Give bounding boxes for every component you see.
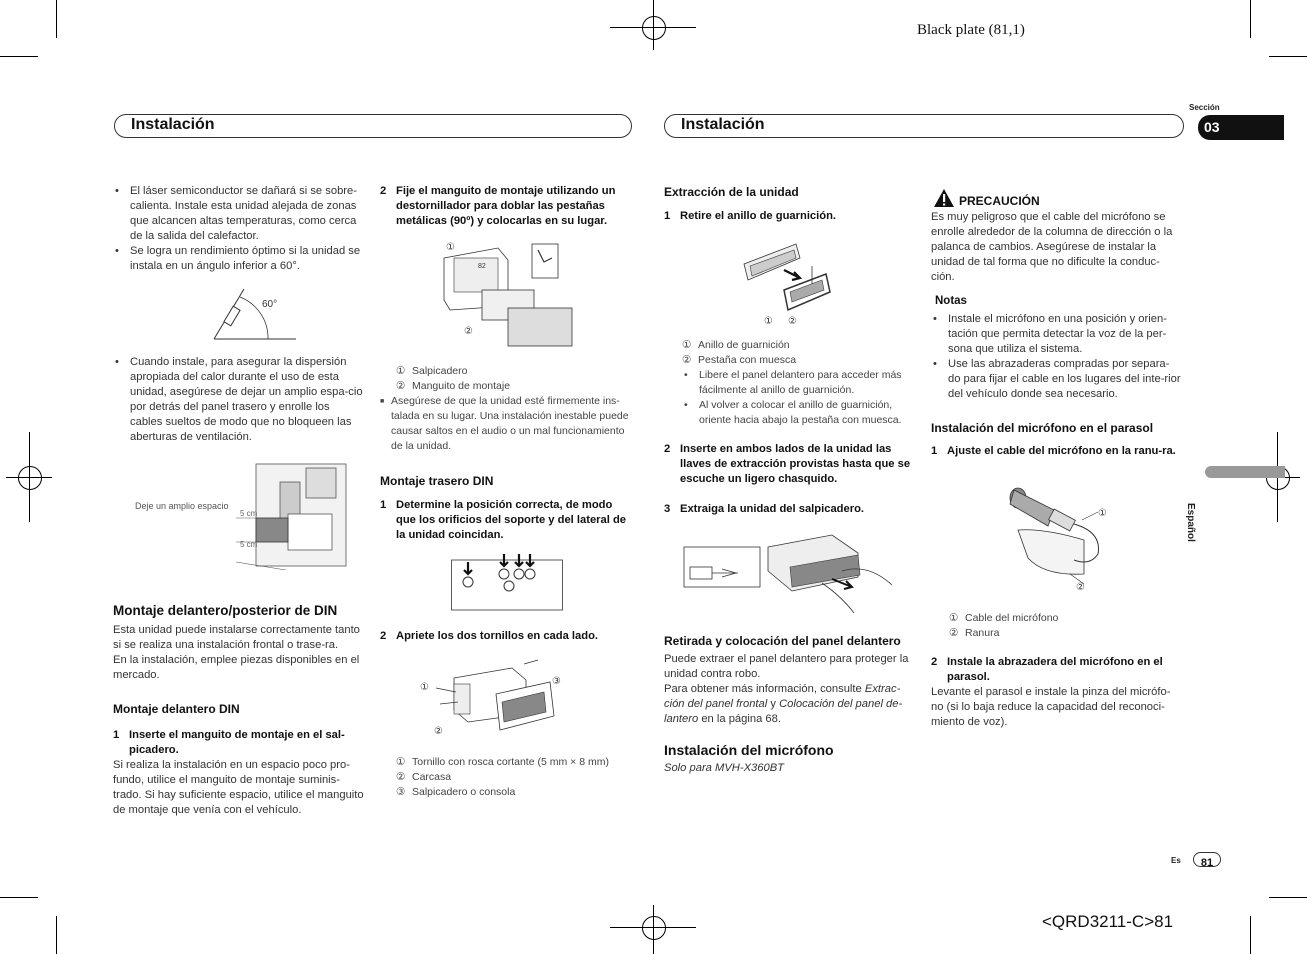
legend-number: ② [682, 354, 692, 366]
figure-callout: ① [1098, 508, 1107, 519]
note [380, 394, 630, 454]
legend-number: ③ [396, 786, 406, 798]
legend-item [396, 785, 628, 800]
crop-mark [56, 0, 57, 38]
crop-mark [1269, 56, 1307, 57]
angle-figure [210, 285, 300, 343]
cross-reference-link[interactable]: Colocación del panel de-lantero [664, 698, 903, 725]
legend-number: ① [682, 339, 692, 351]
step [664, 502, 914, 517]
step-text: Apriete los dos tornillos en cada lado. [396, 630, 599, 642]
crop-mark [0, 897, 38, 898]
crop-mark [653, 905, 654, 954]
legend-item [396, 379, 626, 394]
crop-mark [29, 432, 30, 522]
list-item: • Libere el panel delantero para acceder más fácilmente al anillo de guarnición. [682, 368, 910, 398]
legend-text: Cable del micrófono [965, 612, 1059, 624]
section-tab [1198, 115, 1284, 140]
warning-icon [933, 188, 955, 208]
column-1-din [113, 603, 365, 818]
paragraph: En la instalación, emplee piezas disponibles en el mercado. [113, 654, 360, 681]
step-number: 2 [380, 630, 387, 642]
notes-title: Notas [935, 295, 967, 307]
crop-mark [0, 56, 38, 57]
step [380, 498, 630, 543]
legend-item [396, 364, 626, 379]
heading: Retirada y colocación del panel delantero [664, 634, 901, 648]
crop-mark [56, 916, 57, 954]
section-header-left [114, 114, 632, 138]
caution-title: PRECAUCIÓN [959, 194, 1040, 208]
figure-callout: ① [764, 316, 773, 326]
list-item: • Instale el micrófono en una posición y orien-tación que permita detectar la voz de la per-sona que utiliza el sistema. [931, 312, 1181, 357]
rear-mount-figure [451, 552, 563, 612]
legend-text: Pestaña con muesca [698, 354, 797, 366]
legend-item [682, 338, 910, 353]
column-2-step2 [380, 629, 630, 644]
step-text: Extraiga la unidad del salpicadero. [680, 503, 865, 515]
paragraph-text: Para obtener más información, consulte [664, 683, 865, 695]
paragraph: Puede extraer el panel delantero para proteger la unidad contra robo. [664, 653, 909, 680]
column-4 [931, 188, 1181, 459]
paragraph: Levante el parasol e instale la pinza del micrófo-no (si lo baja reduce la capacidad del reconoci-miento de voz). [931, 686, 1171, 728]
legend-text: Ranura [965, 627, 1000, 639]
plate-label: Black plate (81,1) [917, 22, 1025, 38]
legend-item [949, 626, 1177, 641]
figure-legend [396, 755, 628, 800]
legend-number: ① [396, 756, 406, 768]
crop-mark [1269, 897, 1307, 898]
column-1 [113, 184, 365, 274]
legend-number: ② [396, 771, 406, 783]
caution-text: Es muy peligroso que el cable del micrófono se enrolle alrededor de la columna de dirección o la palanca de cambios. Asegúrese de instalar la unidad de tal forma que no dificulte la conduc-ción. [931, 211, 1173, 283]
step-text: Inserte el manguito de montaje en el sal-picadero. [129, 729, 345, 756]
list-item: • Use las abrazaderas compradas por separa-do para fijar el cable en los lugares del inte-rior del vehículo donde sea necesario. [931, 357, 1181, 402]
note-text: ■ Asegúrese de que la unidad esté firmemente ins-talada en su lugar. Una instalación inestable puede causar saltos en el audio o un mal funcionamiento de la unidad. [380, 394, 630, 454]
column-2 [380, 184, 630, 229]
step-number: 2 [931, 656, 938, 668]
figure-callout: ② [788, 316, 797, 326]
column-3-panel [664, 634, 916, 776]
legend-item [949, 611, 1177, 626]
angle-label: 60° [262, 299, 278, 310]
step-text: Determine la posición correcta, de modo que los orificios del soporte y del lateral de la unidad coincidan. [396, 499, 627, 541]
legend-number: ② [949, 627, 959, 639]
legend-number: ① [949, 612, 959, 624]
figure-callout: ② [1076, 582, 1085, 593]
figure-legend [682, 338, 910, 428]
figure-callout: ② [464, 326, 473, 337]
page-number-badge [1193, 852, 1221, 867]
cm-label: 5 cm [240, 540, 258, 549]
step-number: 2 [664, 443, 671, 455]
crop-mark [653, 0, 654, 50]
section-number: 03 [1204, 119, 1220, 135]
list-item: • Al volver a colocar el anillo de guarnición, oriente hacia abajo la pestaña con muesca. [682, 398, 910, 428]
paragraph-text: en la página 68. [698, 713, 781, 725]
legend-text: Tornillo con rosca cortante (5 mm × 8 mm) [412, 756, 609, 768]
step-number: 1 [113, 729, 120, 741]
step [380, 184, 630, 229]
step [113, 728, 365, 758]
document-code: <QRD3211-C>81 [1042, 912, 1174, 931]
screws-figure [416, 658, 566, 742]
column-4-step2 [931, 655, 1181, 730]
step [664, 209, 914, 224]
section-label: Sección [1189, 103, 1220, 112]
crop-mark [1250, 0, 1251, 38]
legend-number: ① [396, 365, 406, 377]
legend-text: Salpicadero [412, 365, 468, 377]
legend-item [682, 353, 910, 368]
step [931, 655, 1181, 685]
legend-item [396, 755, 628, 770]
crop-mark [1250, 916, 1251, 954]
extraction-figure [682, 527, 902, 615]
figure-legend [949, 611, 1177, 641]
heading: Instalación del micrófono [664, 742, 834, 758]
step-text: Ajuste el cable del micrófono en la ranu-ra. [947, 445, 1176, 457]
registration-mark [642, 916, 666, 940]
step-text: Inserte en ambos lados de la unidad las llaves de extracción provistas hasta que se escuche un ligero chasquido. [680, 443, 911, 485]
cm-label: 5 cm [240, 509, 258, 518]
figure-callout: ① [446, 242, 455, 253]
cross-reference-link[interactable]: Extrac-ción del panel frontal [664, 683, 901, 710]
trim-ring-figure [740, 240, 840, 326]
legend-text: Salpicadero o consola [412, 786, 516, 798]
legend-text: Anillo de guarnición [698, 339, 790, 351]
list-item: • Se logra un rendimiento óptimo si la unidad se instala en un ángulo inferior a 60°. [113, 244, 365, 274]
legend-number: ② [396, 380, 406, 392]
footer-lang: Es [1171, 856, 1181, 865]
step-number: 2 [380, 185, 387, 197]
step [931, 444, 1181, 459]
column-1-bullet3 [113, 355, 365, 445]
figure-legend [396, 364, 626, 394]
header-title: Instalación [131, 116, 215, 133]
registration-mark [18, 466, 42, 490]
step-number: 1 [380, 499, 387, 511]
language-tab: Español [1185, 503, 1196, 542]
column-3 [664, 185, 914, 224]
step-number: 1 [931, 445, 938, 457]
mounting-sleeve-figure [438, 240, 578, 352]
heading: Montaje delantero DIN [113, 702, 240, 716]
column-3-steps [664, 442, 914, 517]
paragraph: Si realiza la instalación en un espacio poco pro-fundo, utilice el manguito de montaje suminis-trado. Si hay suficiente espacio, utilice el manguito de montaje que venía con el vehículo. [113, 759, 364, 816]
model-note: Solo para MVH-X360BT [664, 762, 785, 774]
heading: Montaje delantero/posterior de DIN [113, 603, 338, 618]
figure-callout: ③ [552, 676, 561, 687]
paragraph [664, 682, 916, 727]
legend-item [396, 770, 628, 785]
paragraph: Esta unidad puede instalarse correctamente tanto si se realiza una instalación frontal o trase-ra. [113, 624, 360, 651]
caution-heading [931, 188, 1181, 210]
registration-mark [642, 16, 666, 40]
heading: Montaje trasero DIN [380, 474, 494, 488]
step-number: 1 [664, 210, 671, 222]
language-tab-bar [1205, 466, 1285, 478]
paragraph-text: y [767, 698, 780, 710]
step-text: Fije el manguito de montaje utilizando un destornillador para doblar las pestañas metálicas (90º) y colocarlas en su lugar. [396, 185, 616, 227]
ventilation-figure [236, 458, 348, 570]
list-item: • El láser semiconductor se dañará si se sobre-calienta. Instale esta unidad alejada de zonas que alcancen altas temperaturas, como cerca de la salida del calefactor. [113, 184, 365, 244]
page-number: 81 [1200, 857, 1214, 869]
figure-callout: ① [420, 682, 429, 693]
step-number: 3 [664, 503, 671, 515]
step [664, 442, 914, 487]
legend-text: Carcasa [412, 771, 452, 783]
header-title: Instalación [681, 116, 765, 133]
step [380, 629, 630, 644]
section-header-right [664, 114, 1184, 138]
svg-text:82: 82 [478, 263, 486, 270]
step-text: Instale la abrazadera del micrófono en el parasol. [947, 656, 1163, 683]
column-2-rear [380, 474, 630, 543]
space-label: Deje un amplio espacio [135, 501, 229, 511]
figure-callout: ② [434, 726, 443, 737]
list-item: • Cuando instale, para asegurar la dispersión apropiada del calor durante el uso de esta unidad, asegúrese de dejar un amplio espa-cio por detrás del panel trasero y enrolle los cables sueltos de modo que no bloqueen las aberturas de ventilación. [113, 355, 365, 445]
microphone-figure [1004, 484, 1116, 596]
step-text: Retire el anillo de guarnición. [680, 210, 837, 222]
heading: Extracción de la unidad [664, 185, 799, 199]
legend-text: Manguito de montaje [412, 380, 511, 392]
heading: Instalación del micrófono en el parasol [931, 421, 1154, 435]
